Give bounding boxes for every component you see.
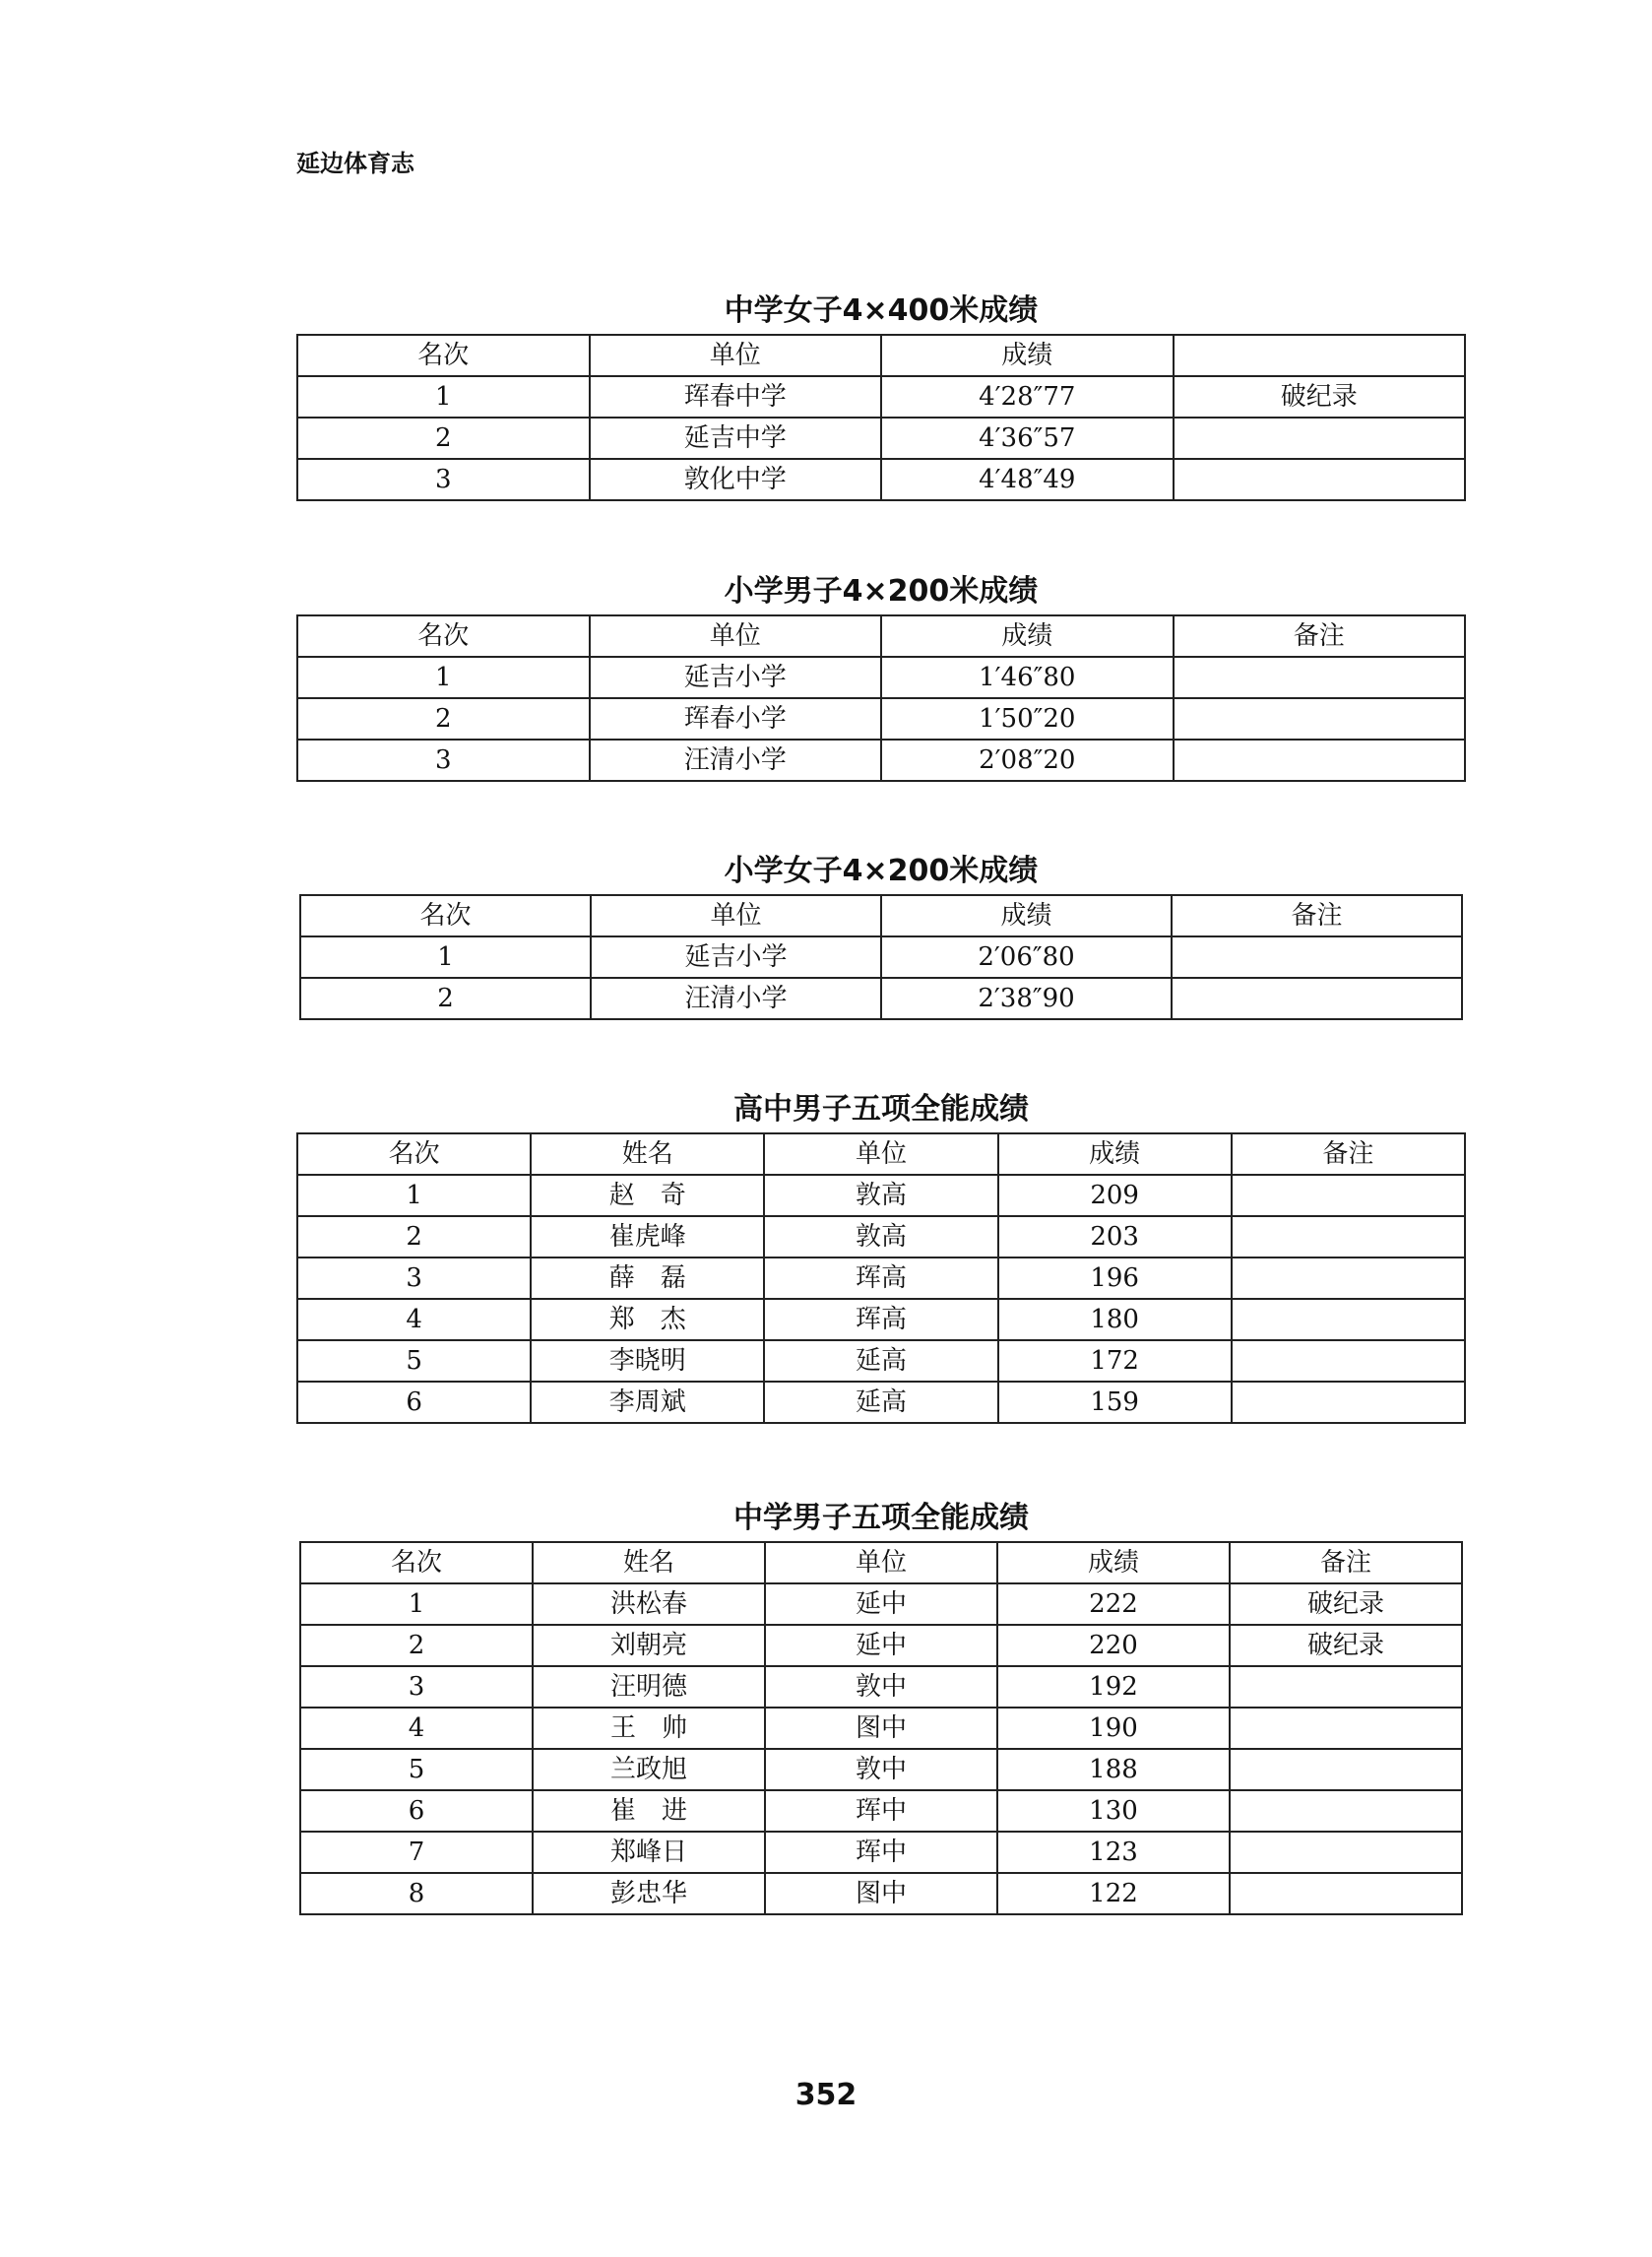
table-cell: 220 xyxy=(997,1625,1230,1666)
table-cell: 188 xyxy=(997,1749,1230,1790)
table-cell: 汪清小学 xyxy=(590,740,882,781)
table-cell: 4 xyxy=(300,1708,533,1749)
table-row xyxy=(300,1583,1462,1625)
table-cell: 破纪录 xyxy=(1174,376,1466,418)
page-number: 352 xyxy=(794,2078,858,2112)
column-header: 单位 xyxy=(764,1133,997,1175)
results-table xyxy=(299,1541,1463,1915)
table-cell: 薛 磊 xyxy=(531,1257,764,1299)
table-cell: 延中 xyxy=(765,1625,997,1666)
table-cell: 汪清小学 xyxy=(591,978,881,1019)
table-cell: 1′46″80 xyxy=(881,657,1174,698)
table-cell: 1 xyxy=(297,376,590,418)
table-cell: 196 xyxy=(998,1257,1232,1299)
table-cell: 珲高 xyxy=(764,1299,997,1340)
table-cell xyxy=(1230,1873,1462,1914)
table-cell: 2′08″20 xyxy=(881,740,1174,781)
table-row xyxy=(297,1299,1465,1340)
table-header-row xyxy=(297,1133,1465,1175)
column-header: 名次 xyxy=(297,335,590,376)
table-cell: 4 xyxy=(297,1299,531,1340)
table-row xyxy=(297,740,1465,781)
table-cell xyxy=(1174,418,1466,459)
table-cell xyxy=(1174,698,1466,740)
table-cell: 1 xyxy=(297,657,590,698)
table-cell xyxy=(1232,1299,1465,1340)
table-cell: 珲中 xyxy=(765,1790,997,1832)
table-cell: 延吉中学 xyxy=(590,418,882,459)
table-cell: 222 xyxy=(997,1583,1230,1625)
table-row xyxy=(300,936,1462,978)
table-cell: 2 xyxy=(300,978,591,1019)
table-cell: 130 xyxy=(997,1790,1230,1832)
table-cell: 159 xyxy=(998,1382,1232,1423)
table-cell: 7 xyxy=(300,1832,533,1873)
table-cell: 敦高 xyxy=(764,1216,997,1257)
table-cell: 延高 xyxy=(764,1340,997,1382)
table-cell: 2 xyxy=(300,1625,533,1666)
table-row xyxy=(300,1666,1462,1708)
table-cell: 6 xyxy=(300,1790,533,1832)
table-row xyxy=(297,1257,1465,1299)
column-header: 名次 xyxy=(300,895,591,936)
table-cell: 珲高 xyxy=(764,1257,997,1299)
column-header xyxy=(1174,335,1466,376)
column-header: 备注 xyxy=(1232,1133,1465,1175)
table-cell: 2′06″80 xyxy=(881,936,1172,978)
table-row xyxy=(297,418,1465,459)
table-row xyxy=(297,1382,1465,1423)
table-cell xyxy=(1174,740,1466,781)
table-cell xyxy=(1230,1832,1462,1873)
column-header: 名次 xyxy=(297,615,590,657)
table-cell: 刘朝亮 xyxy=(533,1625,765,1666)
table-cell: 崔 进 xyxy=(533,1790,765,1832)
table-cell: 4′28″77 xyxy=(881,376,1174,418)
table-cell: 1 xyxy=(297,1175,531,1216)
table-row xyxy=(300,1749,1462,1790)
table-cell: 123 xyxy=(997,1832,1230,1873)
table-cell xyxy=(1232,1216,1465,1257)
table-cell: 2′38″90 xyxy=(881,978,1172,1019)
column-header: 备注 xyxy=(1174,615,1466,657)
column-header: 名次 xyxy=(300,1542,533,1583)
column-header: 成绩 xyxy=(998,1133,1232,1175)
table-cell: 敦化中学 xyxy=(590,459,882,500)
results-table xyxy=(296,334,1466,501)
table-cell: 4′48″49 xyxy=(881,459,1174,500)
table-cell xyxy=(1232,1382,1465,1423)
table-cell: 190 xyxy=(997,1708,1230,1749)
table-cell: 180 xyxy=(998,1299,1232,1340)
table-cell: 图中 xyxy=(765,1708,997,1749)
table-cell: 3 xyxy=(297,1257,531,1299)
table-row xyxy=(297,1175,1465,1216)
table-row xyxy=(300,1873,1462,1914)
table-cell: 破纪录 xyxy=(1230,1625,1462,1666)
table-cell: 5 xyxy=(297,1340,531,1382)
column-header: 成绩 xyxy=(881,615,1174,657)
table-row xyxy=(300,1625,1462,1666)
table-cell: 192 xyxy=(997,1666,1230,1708)
table-cell: 8 xyxy=(300,1873,533,1914)
table-cell: 1 xyxy=(300,1583,533,1625)
table-cell: 3 xyxy=(297,740,590,781)
table-cell: 崔虎峰 xyxy=(531,1216,764,1257)
column-header: 备注 xyxy=(1230,1542,1462,1583)
table-cell: 122 xyxy=(997,1873,1230,1914)
table-cell: 延吉小学 xyxy=(591,936,881,978)
running-title: 延边体育志 xyxy=(296,150,414,177)
table-cell: 敦中 xyxy=(765,1749,997,1790)
table-cell: 兰政旭 xyxy=(533,1749,765,1790)
column-header: 姓名 xyxy=(531,1133,764,1175)
column-header: 成绩 xyxy=(997,1542,1230,1583)
table-cell: 彭忠华 xyxy=(533,1873,765,1914)
table-cell: 3 xyxy=(297,459,590,500)
table-cell: 汪明德 xyxy=(533,1666,765,1708)
section-title: 小学男子4×200米成绩 xyxy=(724,574,1039,609)
results-table xyxy=(296,614,1466,782)
table-row xyxy=(300,978,1462,1019)
table-row xyxy=(297,698,1465,740)
table-row xyxy=(300,1708,1462,1749)
results-section xyxy=(299,849,1463,1020)
table-header-row xyxy=(300,895,1462,936)
table-row xyxy=(297,657,1465,698)
table-cell: 5 xyxy=(300,1749,533,1790)
table-cell: 郑 杰 xyxy=(531,1299,764,1340)
table-cell xyxy=(1230,1666,1462,1708)
table-cell: 李周斌 xyxy=(531,1382,764,1423)
column-header: 名次 xyxy=(297,1133,531,1175)
table-cell: 王 帅 xyxy=(533,1708,765,1749)
column-header: 单位 xyxy=(590,335,882,376)
table-cell: 203 xyxy=(998,1216,1232,1257)
table-cell xyxy=(1230,1708,1462,1749)
table-cell: 2 xyxy=(297,698,590,740)
results-section xyxy=(296,289,1466,501)
column-header: 单位 xyxy=(765,1542,997,1583)
column-header: 成绩 xyxy=(881,335,1174,376)
section-title: 高中男子五项全能成绩 xyxy=(733,1092,1029,1127)
table-row xyxy=(300,1790,1462,1832)
table-cell: 敦高 xyxy=(764,1175,997,1216)
table-cell: 6 xyxy=(297,1382,531,1423)
table-cell: 珲中 xyxy=(765,1832,997,1873)
table-cell: 172 xyxy=(998,1340,1232,1382)
table-cell xyxy=(1172,936,1462,978)
table-row xyxy=(297,1340,1465,1382)
table-cell: 破纪录 xyxy=(1230,1583,1462,1625)
table-cell: 4′36″57 xyxy=(881,418,1174,459)
column-header: 备注 xyxy=(1172,895,1462,936)
table-row xyxy=(300,1832,1462,1873)
results-table xyxy=(296,1132,1466,1424)
table-cell xyxy=(1172,978,1462,1019)
table-cell xyxy=(1232,1340,1465,1382)
table-cell: 延吉小学 xyxy=(590,657,882,698)
table-cell xyxy=(1232,1257,1465,1299)
table-header-row xyxy=(300,1542,1462,1583)
section-title: 小学女子4×200米成绩 xyxy=(724,854,1039,888)
table-cell: 2 xyxy=(297,1216,531,1257)
table-cell xyxy=(1230,1790,1462,1832)
table-cell: 赵 奇 xyxy=(531,1175,764,1216)
table-cell: 珲春中学 xyxy=(590,376,882,418)
table-cell: 郑峰日 xyxy=(533,1832,765,1873)
results-table xyxy=(299,894,1463,1020)
section-title: 中学女子4×400米成绩 xyxy=(724,293,1039,328)
table-row xyxy=(297,1216,1465,1257)
table-cell: 延中 xyxy=(765,1583,997,1625)
table-cell: 1 xyxy=(300,936,591,978)
table-cell: 李晓明 xyxy=(531,1340,764,1382)
table-cell: 延高 xyxy=(764,1382,997,1423)
table-cell xyxy=(1174,459,1466,500)
table-cell xyxy=(1232,1175,1465,1216)
table-row xyxy=(297,459,1465,500)
table-cell: 洪松春 xyxy=(533,1583,765,1625)
table-cell: 珲春小学 xyxy=(590,698,882,740)
column-header: 成绩 xyxy=(881,895,1172,936)
results-section xyxy=(296,569,1466,782)
table-header-row xyxy=(297,615,1465,657)
table-cell: 敦中 xyxy=(765,1666,997,1708)
column-header: 单位 xyxy=(590,615,882,657)
table-cell xyxy=(1174,657,1466,698)
table-cell: 2 xyxy=(297,418,590,459)
section-title: 中学男子五项全能成绩 xyxy=(733,1501,1029,1535)
results-section xyxy=(296,1087,1466,1424)
column-header: 姓名 xyxy=(533,1542,765,1583)
table-cell: 图中 xyxy=(765,1873,997,1914)
column-header: 单位 xyxy=(591,895,881,936)
table-cell: 3 xyxy=(300,1666,533,1708)
table-cell xyxy=(1230,1749,1462,1790)
table-row xyxy=(297,376,1465,418)
results-section xyxy=(299,1496,1463,1915)
table-header-row xyxy=(297,335,1465,376)
table-cell: 209 xyxy=(998,1175,1232,1216)
table-cell: 1′50″20 xyxy=(881,698,1174,740)
